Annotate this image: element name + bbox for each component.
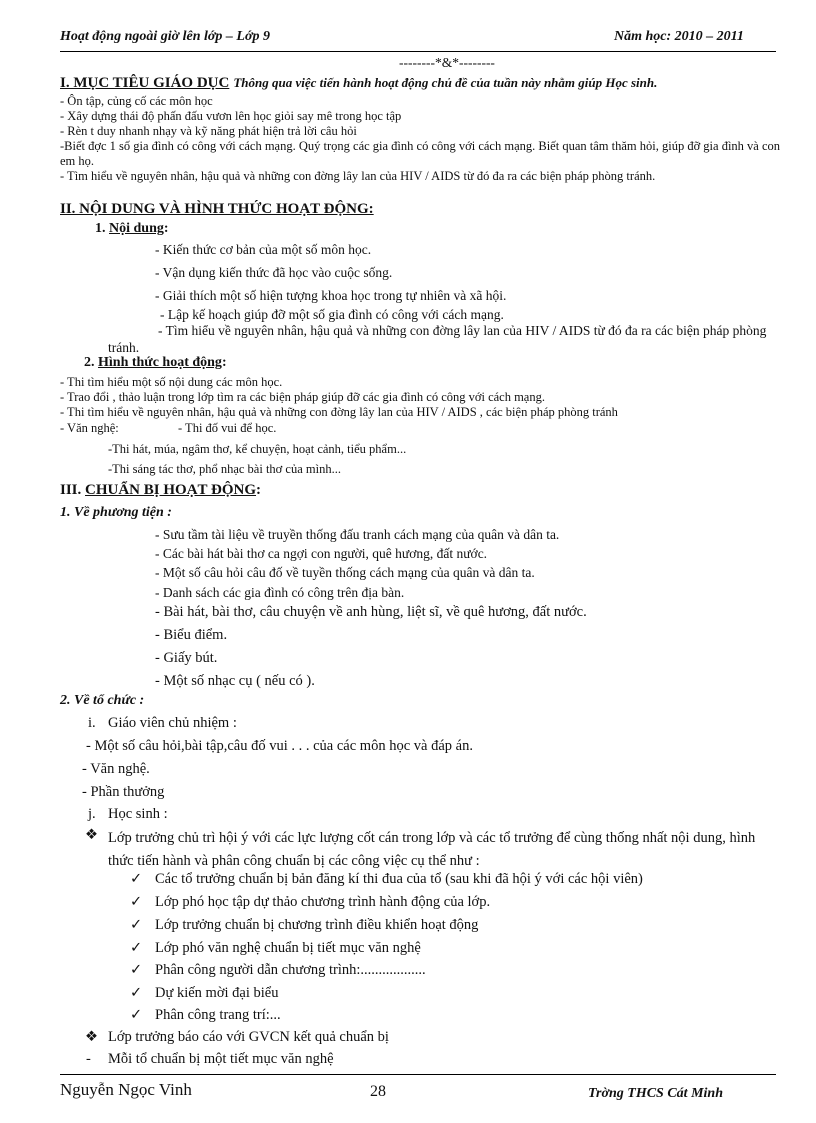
organization-heading: 2. Về tổ chức :: [60, 693, 145, 708]
forms-label: Hình thức hoạt động: [98, 355, 222, 370]
check-item: Các tổ trưởng chuẩn bị bản đăng kí thi đua của tổ (sau khi đã hội ý với các hội viên): [155, 871, 643, 887]
vannghe-item: - Thi đố vui để học.: [178, 421, 277, 435]
teacher-item: - Một số câu hỏi,bài tập,câu đố vui . . . của các môn học và đáp án.: [86, 738, 473, 754]
separator: --------*&*--------: [399, 55, 495, 70]
footer-school: Trờng THCS Cát Minh: [588, 1086, 723, 1101]
check-icon: ✓: [130, 940, 143, 956]
section-1-heading: [60, 74, 657, 92]
form-item: - Thi tìm hiểu một số nội dung các môn học.: [60, 375, 283, 389]
check-icon: ✓: [130, 917, 143, 933]
means-item: - Giấy bút.: [155, 650, 218, 666]
vannghe-extra: -Thi sáng tác thơ, phổ nhạc bài thơ của mình...: [108, 462, 341, 476]
class-monitor-task: Lớp trưởng chủ trì hội ý với các lực lượng cốt cán trong lớp và các tổ trưởng để cùng thống nhất nội dung, hình thức tiến hành và phân công chuẩn bị các công việc cụ thể như :: [108, 830, 756, 869]
objective-line: -Biết đợc 1 số gia đình có công với cách mạng. Quý trọng các gia đình có công với cách mạng. Biết quan tâm thăm hỏi, giúp đỡ gia đình và con em họ.: [60, 139, 781, 168]
footer-author: Nguyễn Ngọc Vinh: [60, 1080, 192, 1099]
objective-line: - Rèn t duy nhanh nhạy và kỹ năng phát hiện trả lời câu hỏi: [60, 124, 357, 138]
check-icon: ✓: [130, 985, 143, 1001]
check-icon: ✓: [130, 962, 143, 978]
footer-rule: [60, 1074, 776, 1075]
objective-line: - Tìm hiểu về nguyên nhân, hậu quả và những con đờng lây lan của HIV / AIDS từ đó đa ra các biện pháp phòng tránh.: [60, 169, 656, 183]
section-3-number: III.: [60, 482, 82, 498]
section-3-title: CHUẨN BỊ HOẠT ĐỘNG: [85, 482, 257, 498]
form-item: - Thi tìm hiểu về nguyên nhân, hậu quả và những con đờng lây lan của HIV / AIDS , các biện pháp phòng tránh: [60, 405, 618, 419]
means-item: - Biểu điểm.: [155, 627, 228, 643]
section-2-title: II. NỘI DUNG VÀ HÌNH THỨC HOẠT ĐỘNG:: [60, 201, 374, 217]
forms-heading: [84, 355, 227, 371]
forms-number: 2.: [84, 355, 95, 370]
forms-colon: :: [221, 355, 227, 370]
check-item: Phân công người dẫn chương trình:..................: [155, 962, 426, 978]
means-item: - Bài hát, bài thơ, câu chuyện về anh hùng, liệt sĩ, về quê hương, đất nước.: [155, 604, 587, 620]
student-heading: Học sinh :: [108, 806, 168, 822]
diamond-icon: ❖: [85, 1029, 98, 1045]
check-item: Dự kiến mời đại biểu: [155, 985, 279, 1001]
means-heading: 1. Về phương tiện :: [60, 505, 172, 520]
means-item: - Sưu tầm tài liệu về truyền thống đấu tranh cách mạng của quân và dân ta.: [155, 527, 560, 542]
section-3-heading: [60, 482, 261, 499]
content-item: - Kiến thức cơ bản của một số môn học.: [155, 242, 372, 257]
means-item: - Một số câu hỏi câu đố về tuyền thống cách mạng của quân và dân ta.: [155, 565, 535, 580]
content-item: - Lập kế hoạch giúp đỡ một số gia đình có công với cách mạng.: [160, 307, 504, 322]
objective-line: - Xây dựng thái độ phấn đấu vươn lên học giỏi say mê trong học tập: [60, 109, 402, 123]
teacher-heading: Giáo viên chủ nhiệm :: [108, 715, 237, 731]
check-item: Phân công trang trí:...: [155, 1007, 281, 1023]
performance-task: Mỗi tổ chuẩn bị một tiết mục văn nghệ: [108, 1051, 334, 1067]
check-icon: ✓: [130, 1007, 143, 1023]
teacher-marker: i.: [88, 715, 96, 731]
check-icon: ✓: [130, 894, 143, 910]
content-number: 1.: [95, 221, 106, 236]
teacher-item: - Văn nghệ.: [82, 761, 150, 777]
section-3-colon: :: [256, 482, 262, 498]
section-1-lines: [60, 94, 780, 184]
header-rule: [60, 51, 776, 52]
content-item: - Giải thích một số hiện tượng khoa học trong tự nhiên và xã hội.: [155, 288, 507, 303]
means-item: - Các bài hát bài thơ ca ngợi con người, quê hương, đất nước.: [155, 546, 488, 561]
check-icon: ✓: [130, 871, 143, 887]
last-dash: -: [86, 1051, 91, 1067]
section-1-subtitle: Thông qua việc tiến hành hoạt động chủ đề của tuần này nhằm giúp Học sinh.: [233, 75, 658, 90]
means-item: - Một số nhạc cụ ( nếu có ).: [155, 673, 315, 689]
content-item: - Vận dụng kiến thức đã học vào cuộc sống.: [155, 265, 393, 280]
diamond-icon: ❖: [85, 827, 98, 843]
content-colon: :: [163, 221, 169, 236]
report-task: Lớp trưởng báo cáo với GVCN kết quả chuẩn bị: [108, 1029, 389, 1045]
check-item: Lớp trưởng chuẩn bị chương trình điều khiển hoạt động: [155, 917, 479, 933]
header-course: Hoạt động ngoài giờ lên lớp – Lớp 9: [60, 29, 270, 44]
section-1-title: I. MỤC TIÊU GIÁO DỤC: [60, 75, 230, 91]
means-item: - Danh sách các gia đình có công trên địa bàn.: [155, 585, 405, 600]
vannghe-extra: -Thi hát, múa, ngâm thơ, kể chuyện, hoạt cảnh, tiểu phẩm...: [108, 442, 407, 456]
content-item: - Tìm hiểu về nguyên nhân, hậu quả và những con đờng lây lan của HIV / AIDS từ đó đa ra các biện pháp phòng tránh.: [108, 323, 767, 355]
objective-line: - Ôn tập, củng cố các môn học: [60, 94, 213, 108]
content-label: Nội dung: [109, 221, 164, 236]
teacher-item: - Phần thưởng: [82, 784, 165, 800]
vannghe-label: - Văn nghệ:: [60, 421, 119, 435]
footer-page-number: 28: [370, 1083, 386, 1100]
content-heading: [95, 221, 169, 237]
check-item: Lớp phó học tập dự thảo chương trình hành động của lớp.: [155, 894, 491, 910]
header-school-year: Năm học: 2010 – 2011: [614, 29, 744, 44]
check-item: Lớp phó văn nghệ chuẩn bị tiết mục văn nghệ: [155, 940, 421, 956]
form-item: - Trao đổi , thảo luận trong lớp tìm ra các biện pháp giúp đỡ các gia đình có công với cách mạng.: [60, 390, 545, 404]
student-marker: j.: [88, 806, 96, 822]
